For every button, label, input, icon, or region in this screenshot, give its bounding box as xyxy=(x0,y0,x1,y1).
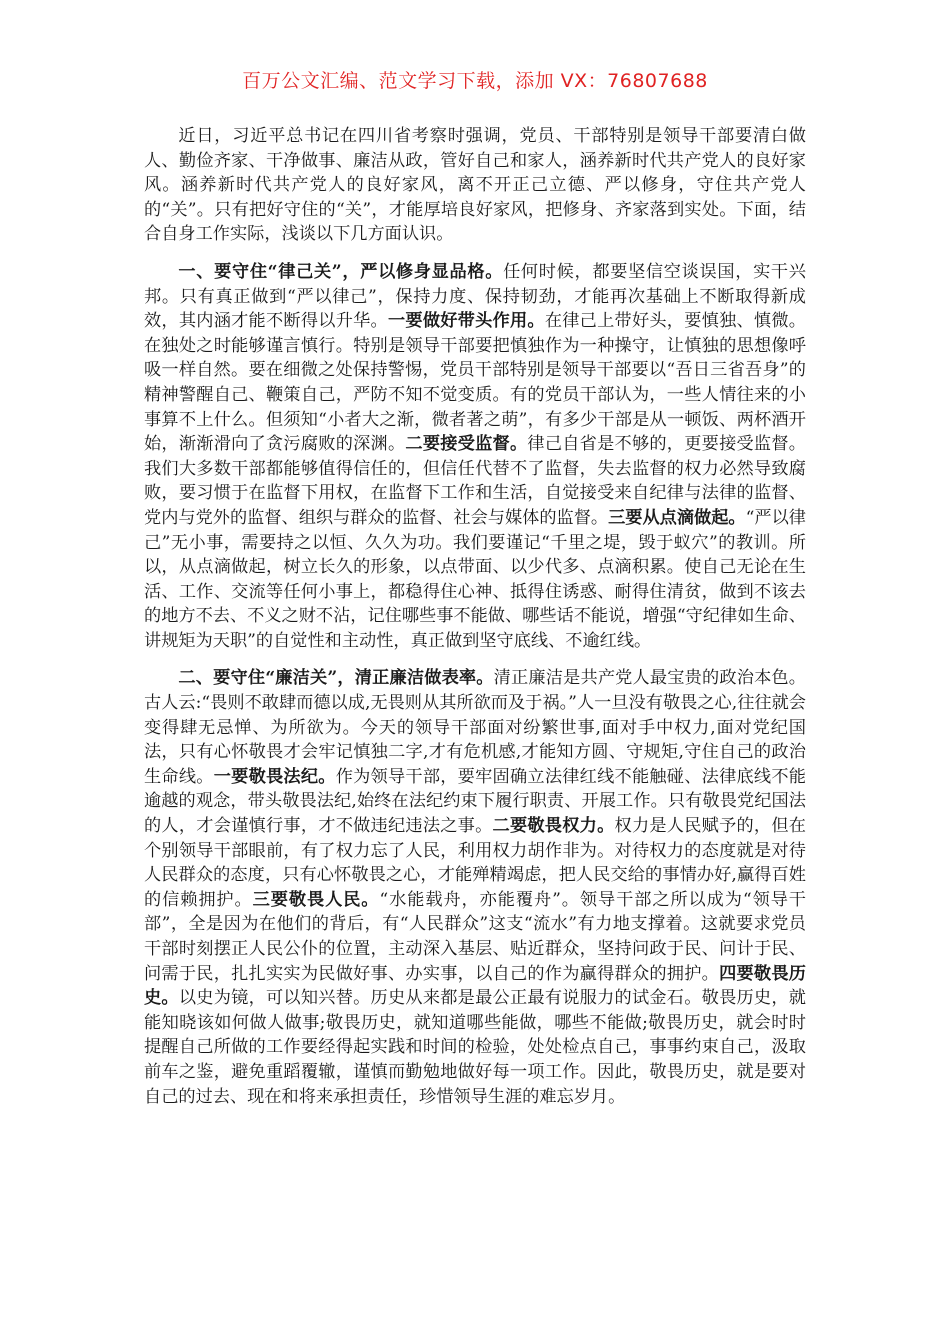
text-segment: 权力是人民赋予的，但在个别领导干部眼前，有了权力忘了人民，利用权力胡作非为。对待权力的态度就是对待人民群众的态度，只有心怀敬畏之心，才能殚精竭虑，把人民交给的事情办好,赢得百姓的信赖拥护。 xyxy=(144,816,806,910)
paragraph-section-1 xyxy=(144,260,806,654)
paragraph-intro xyxy=(144,124,806,247)
point-heading: 三要敬畏人民。 xyxy=(252,889,380,910)
text-segment: 清正廉洁是共产党人最宝贵的政治本色。古人云:“畏则不敢肆而德以成,无畏则从其所欲而及于祸。”人一旦没有敬畏之心,往往就会变得肆无忌惮、为所欲为。今天的领导干部面对纷繁世事,面对手中权力,面对党纪国法，只有心怀敬畏才会牢记慎独二字,才有危机感,才能知方圆、守规矩,守住自己的政治生命线。 xyxy=(144,668,806,787)
point-heading: 三要从点滴做起。 xyxy=(608,507,746,528)
point-heading: 四要敬畏历史。 xyxy=(144,963,806,1009)
header-banner: 百万公文汇编、范文学习下载，添加 VX：76807688 xyxy=(242,70,708,92)
point-heading: 二要接受监督。 xyxy=(405,434,528,455)
section-heading: 二、要守住“廉洁关”，清正廉洁做表率。 xyxy=(178,668,494,689)
document-body xyxy=(144,124,806,1122)
point-heading: 一要做好带头作用。 xyxy=(387,311,545,332)
text-segment: 近日，习近平总书记在四川省考察时强调，党员、干部特别是领导干部要清白做人、勤俭齐家、干净做事、廉洁从政，管好自己和家人，涵养新时代共产党人的良好家风。涵养新时代共产党人的良好家风，离不开正己立德、严以修身，守住共产党人的“关”。只有把好守住的“关”，才能厚培良好家风，把修身、齐家落到实处。下面，结合自身工作实际，浅谈以下几方面认识。 xyxy=(144,126,806,245)
point-heading: 二要敬畏权力。 xyxy=(492,816,615,837)
text-segment: “严以律己”无小事，需要持之以恒、久久为功。我们要谨记“千里之堤，毁于蚁穴”的教训。所以，从点滴做起，树立长久的形象，以点带面、以少代多、点滴积累。使自己无论在生活、工作、交流等任何小事上，都稳得住心神、抵得住诱惑、耐得住清贫，做到不该去的地方不去、不义之财不沾，记住哪些事不能做、哪些话不能说，增强“守纪律如生命、讲规矩为天职”的自觉性和主动性，真正做到坚守底线、不逾红线。 xyxy=(144,507,806,651)
text-segment: 任何时候，都要坚信空谈误国，实干兴邦。只有真正做到“严以律己”，保持力度、保持韧劲，才能再次基础上不断取得新成效，其内涵才能不断得以升华。 xyxy=(144,261,806,332)
section-heading: 一、要守住“律己关”，严以修身显品格。 xyxy=(178,261,504,282)
text-segment: 以史为镜，可以知兴替。历史从来都是最公正最有说服力的试金石。敬畏历史，就能知晓该如何做人做事;敬畏历史，就知道哪些能做，哪些不能做;敬畏历史，就会时时提醒自己所做的工作要经得起实践和时间的检验，处处检点自己，事事约束自己，汲取前车之鉴，避免重蹈覆辙，谨慎而勤勉地做好每一项工作。因此，敬畏历史，就是要对自己的过去、现在和将来承担责任，珍惜领导生涯的难忘岁月。 xyxy=(144,988,806,1107)
text-segment: “水能载舟，亦能覆舟”。领导干部之所以成为“领导干部”，全是因为在他们的背后，有“人民群众”这支“流水”有力地支撑着。这就要求党员干部时刻摆正人民公仆的位置，主动深入基层、贴近群众，坚持问政于民、问计于民、问需于民，扎扎实实为民做好事、办实事，以自己的作为赢得群众的拥护。 xyxy=(144,889,806,984)
text-segment: 律己自省是不够的，更要接受监督。我们大多数干部都能够值得信任的，但信任代替不了监督，失去监督的权力必然导致腐败，要习惯于在监督下用权，在监督下工作和生活，自觉接受来自纪律与法律的监督、党内与党外的监督、组织与群众的监督、社会与媒体的监督。 xyxy=(144,434,806,528)
point-heading: 一要敬畏法纪。 xyxy=(213,766,336,787)
paragraph-section-2 xyxy=(144,666,806,1109)
text-segment: 在律己上带好头，要慎独、慎微。在独处之时能够谨言慎行。特别是领导干部要把慎独作为一种操守，让慎独的思想像呼吸一样自然。要在细微之处保持警惕，党员干部特别是领导干部要以“吾日三省吾身”的精神警醒自己、鞭策自己，严防不知不觉变质。有的党员干部认为，一些人情往来的小事算不上什么。但须知“小者大之渐，微者著之萌”，有多少干部是从一顿饭、两杯酒开始，渐渐滑向了贪污腐败的深渊。 xyxy=(144,311,806,455)
text-segment: 作为领导干部，要牢固确立法律红线不能触碰、法律底线不能逾越的观念，带头敬畏法纪,始终在法纪约束下履行职责、开展工作。只有敬畏党纪国法的人，才会谨慎行事，才不做违纪违法之事。 xyxy=(144,766,806,837)
